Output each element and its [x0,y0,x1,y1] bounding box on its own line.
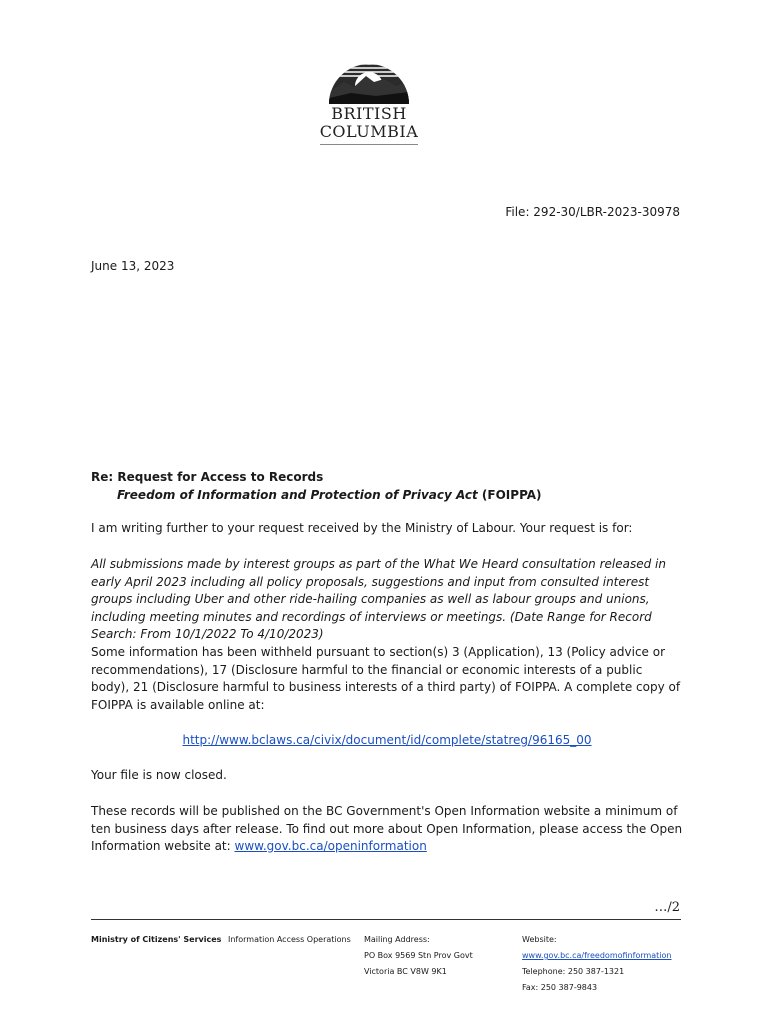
file-closed-paragraph: Your file is now closed. [91,768,227,782]
request-text: All submissions made by interest groups as part of the What We Heard consultation released in early April 2023 including all policy proposals, suggestions and input from consulted interest groups including Uber and other ride-hailing companies as well as labour groups and unions, including meeting minutes and recordings of interviews or meetings. (Date Range for Record Search: From 10/1/2022 To 4/10/2023) [91,557,666,641]
withheld-paragraph: Some information has been withheld pursuant to section(s) 3 (Application), 13 (Policy advice or recommendations), 17 (Disclosure harmful to the financial or economic interests of a public body), 21 (Disclosure harmful to business interests of a third party) of FOIPPA. A complete copy of FOIPPA is available online at: [91,645,681,712]
subject-act [117,488,542,502]
act-name: Freedom of Information and Protection of Privacy Act [117,488,478,502]
foippa-link[interactable]: http://www.bclaws.ca/civix/document/id/complete/statreg/96165_00 [182,733,592,747]
footer-mailing-address [364,932,473,980]
page-continuation-marker: …/2 [654,900,680,915]
file-number: File: 292-30/LBR-2023-30978 [505,205,680,219]
subject-line: Re: Request for Access to Records [91,470,324,484]
logo-text-british: BRITISH [331,104,407,123]
open-information-text: These records will be published on the BC Government's Open Information website a minimum of ten business days after release. To find out more about Open Information, please access the Open Information website at: [91,804,683,853]
logo-text-columbia: COLUMBIA [319,122,419,141]
mailing-label: Mailing Address: [364,935,430,944]
sun-mountains-icon [316,46,422,104]
footer-office: Information Access Operations [228,935,351,944]
website-link[interactable]: www.gov.bc.ca/freedomofinformation [522,951,672,960]
foippa-link-row [91,733,683,747]
intro-paragraph: I am writing further to your request received by the Ministry of Labour. Your request is for: [91,521,633,535]
open-information-link[interactable]: www.gov.bc.ca/openinformation [234,839,427,853]
letter-date: June 13, 2023 [91,259,175,273]
footer-ministry: Ministry of Citizens' Services [91,935,222,944]
logo-divider [320,144,418,145]
act-abbreviation: (FOIPPA) [477,488,542,502]
mailing-line-2: Victoria BC V8W 9K1 [364,967,447,976]
telephone: Telephone: 250 387-1321 [522,967,625,976]
footer-contact [522,932,672,996]
open-information-paragraph [91,803,683,856]
website-label: Website: [522,935,557,944]
mailing-line-1: PO Box 9569 Stn Prov Govt [364,951,473,960]
bc-government-logo [316,46,422,146]
footer-divider [91,919,681,920]
fax: Fax: 250 387-9843 [522,983,598,992]
